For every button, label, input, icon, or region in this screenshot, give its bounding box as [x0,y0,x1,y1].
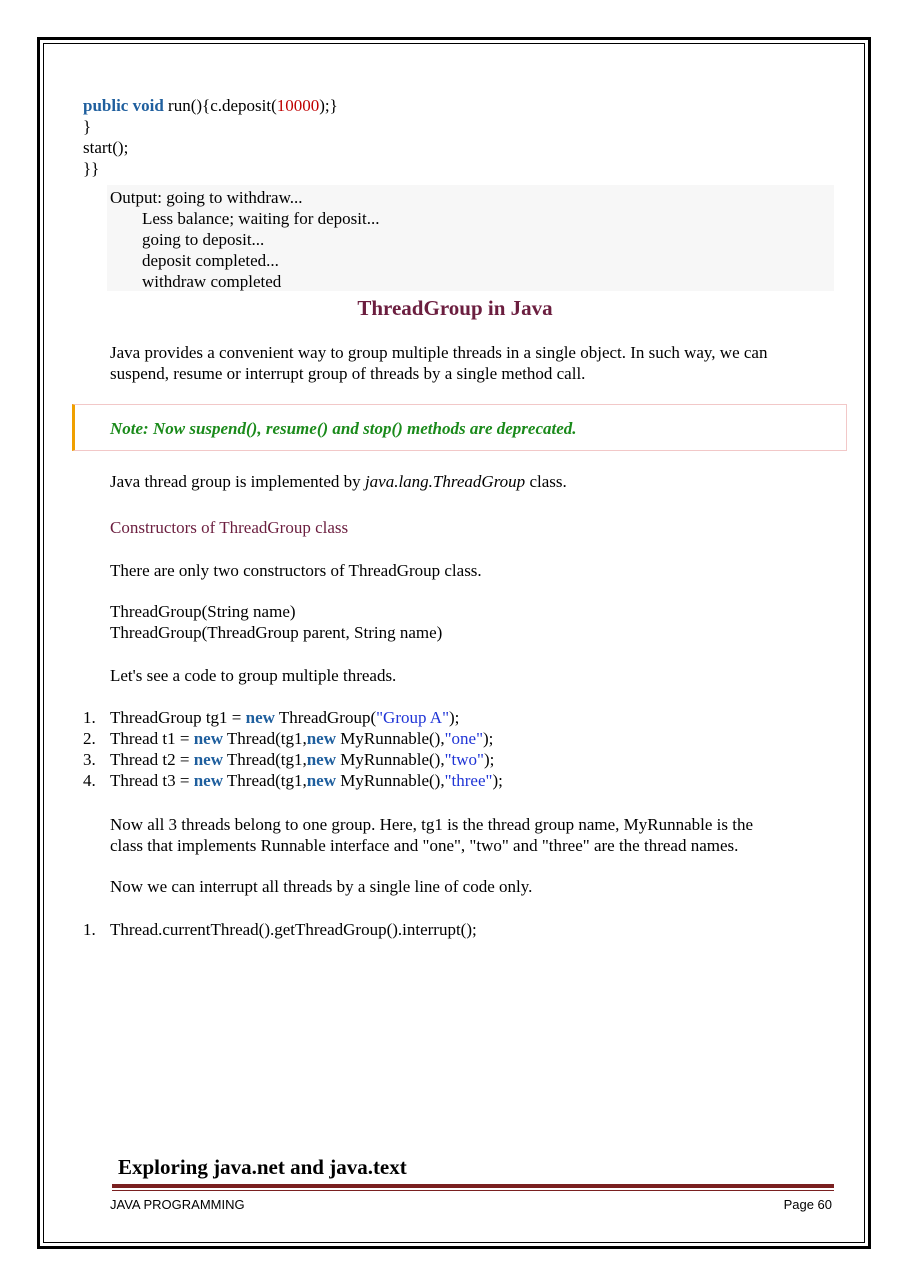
code-list-item-3: Thread t2 = new Thread(tg1,new MyRunnable(),"two"); [110,750,495,769]
output-line-2: Less balance; waiting for deposit... [142,209,380,228]
list-number: 1. [83,708,96,727]
code-line-close-braces: }} [83,159,100,178]
footer-book-title: JAVA PROGRAMMING [110,1197,245,1212]
note-text: Note: Now suspend(), resume() and stop() methods are deprecated. [110,419,577,438]
code-list-item-2: Thread t1 = new Thread(tg1,new MyRunnable(),"one"); [110,729,494,748]
interrupt-code: Thread.currentThread().getThreadGroup().interrupt(); [110,920,477,939]
page-number: Page 60 [783,1197,832,1212]
explain-line-1: Now all 3 threads belong to one group. Here, tg1 is the thread group name, MyRunnable is the [110,815,754,834]
intro-line-2: suspend, resume or interrupt group of threads by a single method call. [110,364,586,383]
code-intro: Let's see a code to group multiple threads. [110,666,397,685]
constructor-1: ThreadGroup(String name) [110,602,296,621]
list-number: 1. [83,920,96,939]
constructors-intro: There are only two constructors of ThreadGroup class. [110,561,482,580]
output-line-5: withdraw completed [142,272,282,291]
list-number: 3. [83,750,96,769]
section-heading: ThreadGroup in Java [357,296,553,320]
constructors-subheading: Constructors of ThreadGroup class [110,518,349,537]
output-line-1: Output: going to withdraw... [110,188,303,207]
explain-line-2: class that implements Runnable interface and "one", "two" and "three" are the thread names. [110,836,739,855]
code-line-close-brace: } [83,117,92,136]
output-line-4: deposit completed... [142,251,279,270]
code-line-start: start(); [83,138,129,157]
constructor-2: ThreadGroup(ThreadGroup parent, String name) [110,623,443,642]
output-line-3: going to deposit... [142,230,265,249]
code-list-item-1: ThreadGroup tg1 = new ThreadGroup("Group A"); [110,708,460,727]
footer-rule-thick [112,1184,834,1188]
code-line-run: public void run(){c.deposit(10000);} [83,96,338,115]
list-number: 4. [83,771,96,790]
footer-rule-thin [112,1190,834,1191]
list-number: 2. [83,729,96,748]
impl-line: Java thread group is implemented by java.lang.ThreadGroup class. [110,472,567,491]
code-list-item-4: Thread t3 = new Thread(tg1,new MyRunnable(),"three"); [110,771,503,790]
footer-section-title: Exploring java.net and java.text [118,1155,407,1179]
intro-line-1: Java provides a convenient way to group multiple threads in a single object. In such way, we can [110,343,768,362]
interrupt-intro: Now we can interrupt all threads by a single line of code only. [110,877,533,896]
